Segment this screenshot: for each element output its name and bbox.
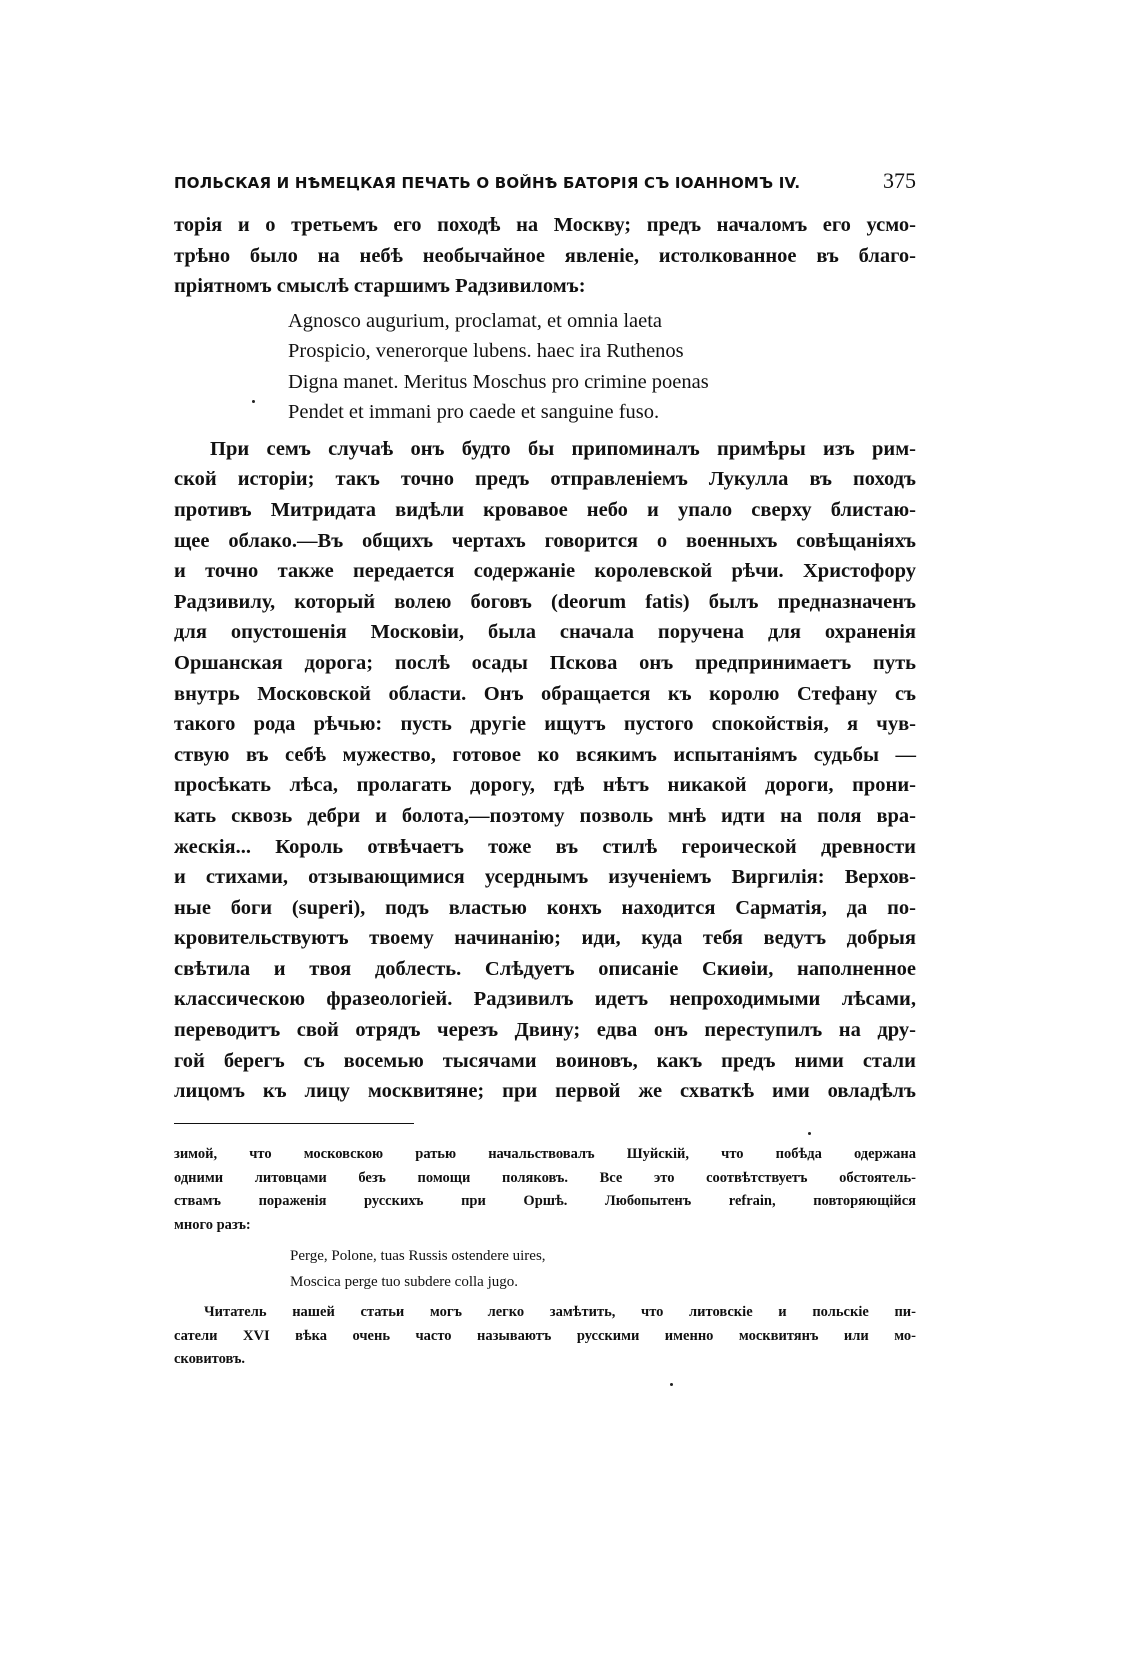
page-number: 375 bbox=[883, 168, 916, 193]
text-line: Радзивилу, который волею боговъ (deorum fatis) былъ предназначенъ bbox=[174, 590, 916, 613]
footnote-line: сковитовъ. bbox=[174, 1351, 246, 1367]
text-line: лицомъ къ лицу москвитяне; при первой же схваткѣ ими овладѣлъ bbox=[174, 1080, 916, 1103]
verse-line: Digna manet. Meritus Moschus pro crimine poenas bbox=[288, 370, 709, 393]
footnote-line: Читатель нашей статьи могъ легко замѣтить, что литовскіе и польскіе пи- bbox=[204, 1304, 916, 1320]
print-speck bbox=[670, 1383, 673, 1386]
text-line: щее облако.—Въ общихъ чертахъ говорится о военныхъ совѣщаніяхъ bbox=[174, 529, 916, 552]
text-line: ской исторіи; такъ точно предъ отправленіемъ Лукулла въ походъ bbox=[174, 468, 916, 491]
verse-line: Agnosco augurium, proclamat, et omnia laeta bbox=[288, 309, 663, 332]
text-line: жескія... Король отвѣчаетъ тоже въ стилѣ героической древности bbox=[174, 835, 916, 858]
text-line: и стихами, отзывающимися усерднымъ изученіемъ Виргилія: Верхов- bbox=[174, 866, 916, 889]
verse-line: Pendet et immani pro caede et sanguine fuso. bbox=[288, 401, 660, 424]
text-line: торія и о третьемъ его походѣ на Москву; предъ началомъ его усмо- bbox=[174, 214, 916, 236]
footnote-verse-line: Perge, Polone, tuas Russis ostendere uires, bbox=[290, 1248, 546, 1264]
text-line: классическою фразеологіей. Радзивилъ идетъ непроходимыми лѣсами, bbox=[174, 988, 916, 1011]
text-line: ные боги (superi), подъ властью конхъ находится Сарматія, да по- bbox=[174, 896, 916, 919]
text-line: При семъ случаѣ онъ будто бы припоминалъ примѣры изъ рим- bbox=[210, 437, 916, 460]
text-line: переводитъ свой отрядъ черезъ Двину; едва онъ переступилъ на дру- bbox=[174, 1019, 916, 1042]
footnote-verse bbox=[290, 1243, 916, 1295]
text-line: внутрь Московской области. Онъ обращается къ королю Стефану съ bbox=[174, 682, 916, 705]
text-line: трѣно было на небѣ необычайное явленіе, истолкованное въ благо- bbox=[174, 244, 916, 267]
verse-line: Prospicio, venerorque lubens. haec ira Ruthenos bbox=[288, 340, 684, 363]
footnotes bbox=[174, 1143, 916, 1372]
text-line: и точно также передается содержаніе королевской рѣчи. Христофору bbox=[174, 560, 916, 583]
text-line: Оршанская дорога; послѣ осады Пскова онъ предпринимаетъ путь bbox=[174, 651, 916, 674]
print-speck bbox=[808, 1132, 811, 1135]
footnote-line: много разъ: bbox=[174, 1216, 251, 1233]
text-line: кать сквозь дебри и болота,—поэтому позволь мнѣ идти на поля вра- bbox=[174, 804, 916, 827]
footnote-line: сатели XVI вѣка очень часто называютъ русскими именно москвитянъ или мо- bbox=[174, 1327, 916, 1344]
footnote-line: одними литовцами безъ помощи поляковъ. Все это соотвѣтствуетъ обстоятель- bbox=[174, 1169, 916, 1186]
text-line: ствую въ себѣ мужество, готовое ко всякимъ испытаніямъ судьбы — bbox=[174, 743, 916, 766]
main-text bbox=[174, 210, 916, 1107]
text-line: для опустошенія Московіи, была сначала поручена для охраненія bbox=[174, 621, 916, 644]
latin-verse-quote bbox=[288, 306, 916, 428]
text-line: противъ Митридата видѣли кровавое небо и упало сверху блистаю- bbox=[174, 498, 916, 521]
text-line: такого рода рѣчью: пусть другіе ищутъ пустого спокойствія, я чув- bbox=[174, 713, 916, 736]
paragraph bbox=[174, 434, 916, 1107]
text-line: пріятномъ смыслѣ старшимъ Радзивиломъ: bbox=[174, 275, 586, 298]
footnote-line: ствамъ пораженія русскихъ при Оршѣ. Любопытенъ refrain, повторяющійся bbox=[174, 1193, 916, 1209]
text-line: просѣкать лѣса, пролагать дорогу, гдѣ нѣтъ никакой дороги, прони- bbox=[174, 774, 916, 797]
footnote-line: зимой, что московскою ратью начальствовалъ Шуйскій, что побѣда одержана bbox=[174, 1146, 916, 1162]
running-title: ПОЛЬСКАЯ И НѢМЕЦКАЯ ПЕЧАТЬ О ВОЙНѢ БАТОРІЯ СЪ ІОАННОМЪ IV. bbox=[174, 174, 801, 192]
footnote-divider bbox=[174, 1123, 414, 1124]
running-header bbox=[174, 168, 916, 194]
print-speck bbox=[252, 400, 255, 403]
footnote-verse-line: Moscica perge tuo subdere colla jugo. bbox=[290, 1274, 518, 1290]
text-line: свѣтила и твоя доблесть. Слѣдуетъ описаніе Скиѳіи, наполненное bbox=[174, 957, 916, 980]
text-line: кровительствуютъ твоему начинанію; иди, куда тебя ведутъ добрыя bbox=[174, 927, 916, 950]
paragraph-continuation bbox=[174, 210, 916, 302]
text-line: гой берегъ съ восемью тысячами воиновъ, какъ предъ ними стали bbox=[174, 1049, 916, 1072]
